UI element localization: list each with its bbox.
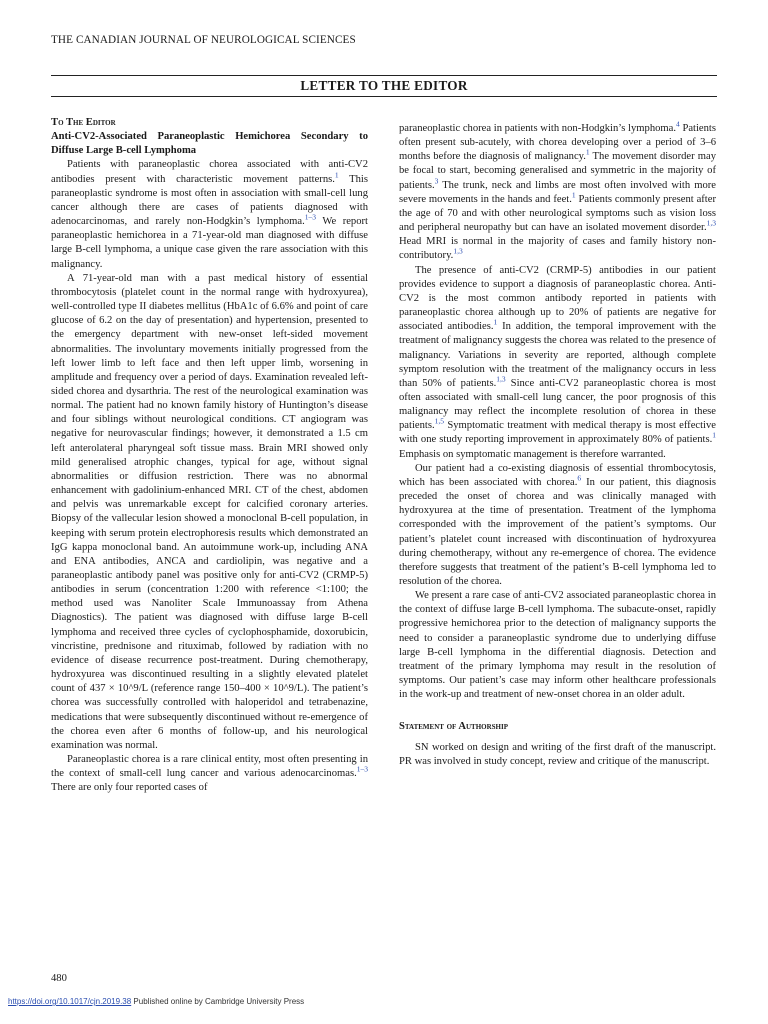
paragraph-thrombocytosis: Our patient had a co-existing diagnosis of essential thrombocytosis, which has been associated with chorea.$^6$ In our patient, this diagnosis preceded the onset of chorea and was clinically managed with hydroxyurea at the time of presentation. Treatment of the lymphoma corresponded with the improvement of the patient’s symptoms. Our patient’s platelet count increased with discontinuation of hydroxyurea during chemotherapy, without any re-emergence of chorea. The evidence therefore suggests that treatment of the patient’s B-cell lymphoma led to resolution of the chorea.	[399, 462, 716, 587]
header-rule-top	[51, 75, 717, 76]
citation-ref[interactable]: 6	[577, 473, 582, 483]
salutation: To The Editor	[51, 117, 116, 128]
citation-ref[interactable]: 1	[334, 170, 339, 180]
journal-name: THE CANADIAN JOURNAL OF NEUROLOGICAL SCIENCES	[51, 34, 356, 46]
doi-link[interactable]: https://doi.org/10.1017/cjn.2019.38	[8, 997, 132, 1006]
published-note: Published online by Cambridge University Press	[131, 997, 305, 1006]
paragraph-case-report: A 71-year-old man with a past medical history of essential thrombocytosis (platelet count in the normal range with hydroxyurea), well-controlled type II diabetes mellitus (HbA1c of 6.6% and point of care glucose of 6.2 on the day of presentation) and hypertension, presented to the emergency department with new-onset left-sided movement abnormalities. The involuntary movements initially progressed from the left lower limb to left face and then left upper limb, worsening in amplitude and frequency over a period of days. Examination revealed left-sided chorea and dysarthria. The rest of the neurological examination was normal. The patient had no known family history of Huntington’s disease and four siblings without neurological conditions. CT angiogram was negative for neurovascular findings; however, it demonstrated a 1.5 cm left anterolateral pharyngeal soft tissue mass. Brain MRI showed only mild generalised atrophic changes, typical for age, without signal abnormalities or diffusion restriction. There was no abnormal enhancement with gadolinium-enhanced MRI. CT of the chest, abdomen and pelvis was unremarkable except for calcified coronary arteries. Biopsy of the vallecular lesion showed a monoclonal B-cell population, in keeping with serum protein electrophoresis results which demonstrated an IgG kappa monoclonal band. An autoimmune work-up, including ANA and ENA antibodies, ANCA and cardiolipin, was negative and a paraneoplastic antibody panel was positive only for anti-CV2 (CRMP-5) antibodies in serum (concentration 1:200 with reference <1:100; the method used was Nanoliter Scale Immunoassay from Athena Diagnostics). The patient was diagnosed with diffuse large B-cell lymphoma and received three cycles of cyclophosphamide, doxorubicin, vincristine, prednisone and rituximab, followed by radiation with no evidence of disease recurrence post-treatment. During chemotherapy, hydroxyurea was discontinued resulting in a slightly elevated platelet count of 437 × 10^9/L (reference range 150–400 × 10^9/L). The patient’s chorea was successfully controlled with haloperidol and tetrabenazine, medications that were subsequently discontinued without re-emergence of the chorea even after 6 months of follow-up, and his neurological examination was normal.	[51, 272, 368, 751]
citation-ref[interactable]: 1	[571, 190, 576, 200]
citation-ref[interactable]: 1	[493, 317, 498, 327]
citation-ref[interactable]: 1,3	[496, 374, 506, 384]
authorship-heading: Statement of Authorship	[399, 721, 509, 733]
paragraph-conclusion: We present a rare case of anti-CV2 associated paraneoplastic chorea in the context of diffuse large B-cell lymphoma. The subacute-onset, rapidly progressive hemichorea prior to the detection of malignancy supports the need to consider a paraneoplastic syndrome due to underlying diffuse large B-cell lymphoma in the differential diagnosis. Detection and treatment of the primary lymphoma may result in the resolution of symptoms. Our patient’s case may inform other healthcare professionals in the work-up and treatment of new-onset chorea in an older adult.	[399, 590, 716, 701]
citation-ref[interactable]: 1	[585, 147, 590, 157]
section-title: LETTER TO THE EDITOR	[300, 78, 468, 93]
doi-footer	[8, 997, 304, 1006]
paragraph-antibody: The presence of anti-CV2 (CRMP-5) antibodies in our patient provides evidence to support a diagnosis of paraneoplastic chorea. Anti-CV2 is the most common antibody reported in patients with paraneoplastic chorea although up to 20% of patients are negative for associated antibodies.$^1$ In addition, the temporal improvement with the treatment of malignancy suggests the chorea was related to the presence of malignancy. Variations in severity are reported, although complete symptom resolution with the treatment of the malignancy occurs in less than 50% of patients.$^{1,3}$ Since anti-CV2 paraneoplastic chorea is most often associated with small-cell lung cancer, the poor prognosis of this malignancy may reflect the incomplete resolution of chorea in these patients.$^{1,5}$ Symptomatic treatment with medical therapy is most effective with one study reporting improvement in approximately 80% of patients.$^1$ Emphasis on symptomatic management is therefore warranted.	[399, 264, 717, 460]
paragraph-intro: Patients with paraneoplastic chorea associated with anti-CV2 antibodies present with characteristic movement patterns.$^1$ This paraneoplastic syndrome is most often in association with small-cell lung cancer although there are cases of patients diagnosed with adenocarcinomas, and rarely non-Hodgkin’s lymphoma.$^{1-3}$ We report paraneoplastic hemichorea in a 71-year-old man diagnosed with diffuse large B-cell lymphoma, a unique case given the rare association with this malignancy.	[51, 159, 368, 270]
citation-ref[interactable]: 1–3	[356, 764, 368, 774]
right-column	[399, 119, 717, 769]
article-title: Anti-CV2-Associated Paraneoplastic Hemichorea Secondary to Diffuse Large B-cell Lymphoma	[51, 131, 368, 157]
paragraph-discussion: Paraneoplastic chorea is a rare clinical entity, most often presenting in the context of small-cell lung cancer and various adenocarcinomas.$^{1-3}$ There are only four reported cases of	[51, 754, 368, 794]
citation-ref[interactable]: 1,3	[453, 246, 463, 256]
citation-ref[interactable]: 3	[434, 176, 439, 186]
citation-ref[interactable]: 4	[676, 119, 680, 129]
page-number: 480	[51, 973, 67, 984]
header-rule-bottom	[51, 96, 717, 97]
authorship-text: SN worked on design and writing of the first draft of the manuscript. PR was involved in study concept, review and critique of the manuscript.	[399, 741, 716, 767]
citation-ref[interactable]: 1	[712, 430, 716, 440]
citation-ref[interactable]: 1,5	[434, 416, 444, 426]
left-column	[51, 116, 368, 796]
paragraph-discussion-continued: paraneoplastic chorea in patients with non-Hodgkin’s lymphoma.$^4$ Patients often present sub-acutely, with chorea developing over a period of 3–6 months before the diagnosis of malignancy.$^1$ The movement disorder may be focal to start, becoming generalised and symmetric in the majority of patients.$^3$ The trunk, neck and limbs are most often involved with more severe movements in the hands and feet.$^1$ Patients commonly present after the age of 70 and with other neurological symptoms such as vision loss and peripheral neuropathy but can have an isolated movement disorder.$^{1,3}$ Head MRI is normal in the majority of cases and family history non-contributory.$^{1,3}$	[399, 119, 716, 262]
citation-ref[interactable]: 1–3	[304, 212, 317, 222]
citation-ref[interactable]: 1,3	[706, 218, 716, 228]
